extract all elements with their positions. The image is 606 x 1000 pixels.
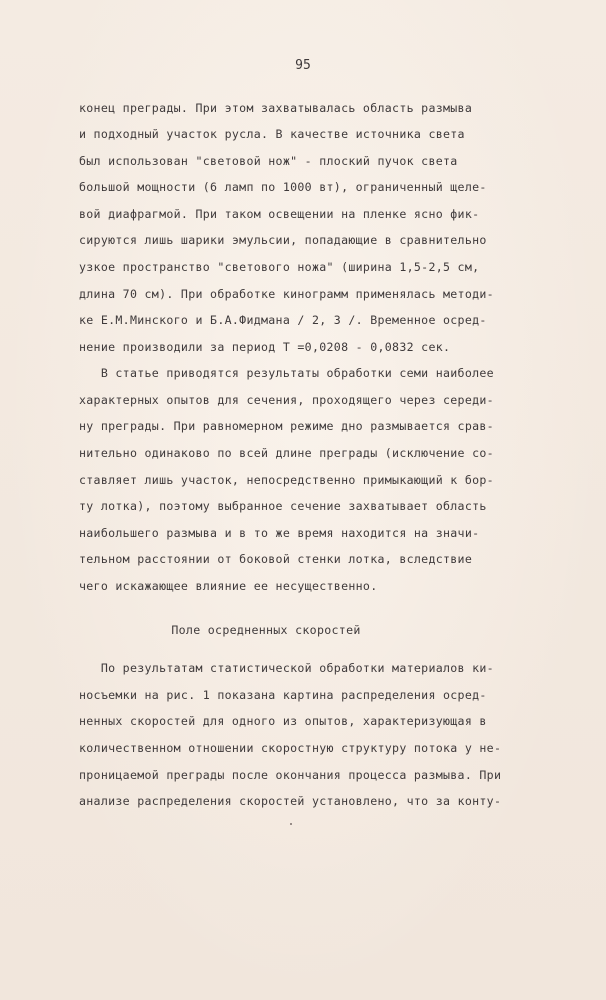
text-line: сируются лишь шарики эмульсии, попадающие в сравнительно [79, 233, 487, 247]
text-line: ненных скоростей для одного из опытов, характеризующая в [79, 714, 487, 728]
text-line: был использован "световой нож" - плоский пучок света [79, 154, 458, 168]
text-line: ставляет лишь участок, непосредственно примыкающий к бор- [79, 473, 494, 487]
text-line: ту лотка), поэтому выбранное сечение захватывает область [79, 499, 487, 513]
text-line: длина 70 см). При обработке кинограмм применялась методи- [79, 287, 494, 301]
text-line: В статье приводятся результаты обработки семи наиболее [79, 366, 494, 380]
text-line: ке Е.М.Минского и Б.А.Фидмана / 2, 3 /. Временное осред- [79, 313, 487, 327]
text-line: ну преграды. При равномерном режиме дно размывается срав- [79, 419, 494, 433]
text-line: По результатам статистической обработки материалов ки- [79, 661, 494, 675]
section-heading: Поле осредненных скоростей [171, 623, 361, 637]
text-line: узкое пространство "светового ножа" (ширина 1,5-2,5 см, [79, 260, 480, 274]
text-line: и подходный участок русла. В качестве источника света [79, 127, 465, 141]
text-line: нение производили за период T =0,0208 - 0,0832 сек. [79, 340, 451, 354]
text-line: чего искажающее влияние ее несущественно. [79, 579, 378, 593]
text-line: нительно одинаково по всей длине преграды (исключение со- [79, 446, 494, 460]
text-line: носъемки на рис. 1 показана картина распределения осред- [79, 688, 487, 702]
text-line: количественном отношении скоростную структуру потока у не- [79, 741, 502, 755]
text-line: наибольшего размыва и в то же время находится на значи- [79, 526, 480, 540]
page-number: 95 [295, 58, 311, 73]
text-line: характерных опытов для сечения, проходящего через середи- [79, 393, 494, 407]
text-line: вой диафрагмой. При таком освещении на пленке ясно фик- [79, 207, 480, 221]
text-line: конец преграды. При этом захватывалась область размыва [79, 101, 473, 115]
paper-speck [290, 823, 292, 825]
text-line: тельном расстоянии от боковой стенки лотка, вследствие [79, 552, 473, 566]
text-line: большой мощности (6 ламп по 1000 вт), ограниченный щеле- [79, 180, 487, 194]
text-line: проницаемой преграды после окончания процесса размыва. При [79, 768, 502, 782]
text-line: анализе распределения скоростей установлено, что за конту- [79, 794, 502, 808]
